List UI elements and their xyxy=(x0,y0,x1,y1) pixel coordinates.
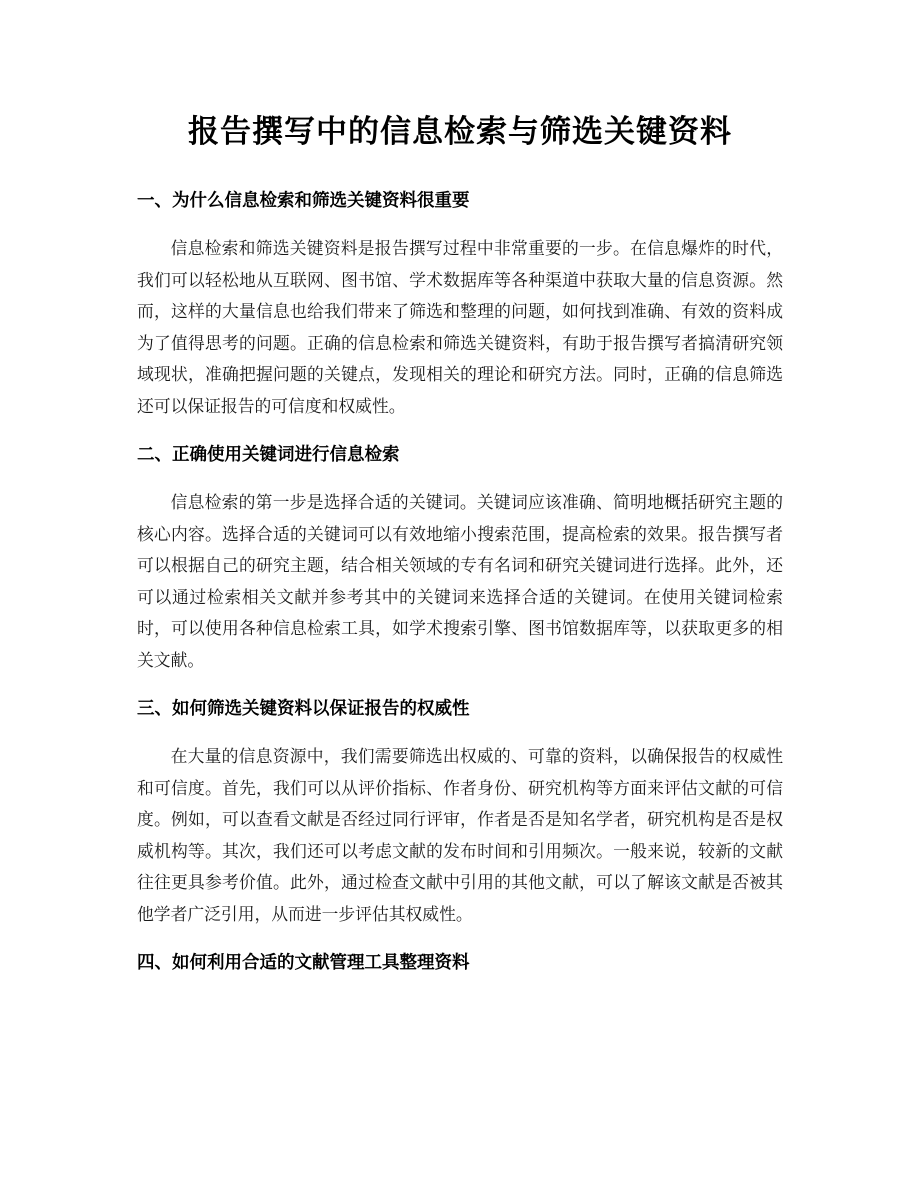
section-paragraph-1: 信息检索和筛选关键资料是报告撰写过程中非常重要的一步。在信息爆炸的时代，我们可以轻松地从互联网、图书馆、学术数据库等各种渠道中获取大量的信息资源。然而，这样的大量信息也给我们带来了筛选和整理的问题，如何找到准确、有效的资料成为了值得思考的问题。正确的信息检索和筛选关键资料，有助于报告撰写者搞清研究领域现状，准确把握问题的关键点，发现相关的理论和研究方法。同时，正确的信息筛选还可以保证报告的可信度和权威性。 xyxy=(137,238,783,416)
section-heading-2: 二、正确使用关键词进行信息检索 xyxy=(137,445,400,465)
section-heading-4: 四、如何利用合适的文献管理工具整理资料 xyxy=(137,953,470,973)
section-paragraph-3: 在大量的信息资源中，我们需要筛选出权威的、可靠的资料，以确保报告的权威性和可信度。首先，我们可以从评价指标、作者身份、研究机构等方面来评估文献的可信度。例如，可以查看文献是否经过同行评审，作者是否是知名学者，研究机构是否是权威机构等。其次，我们还可以考虑文献的发布时间和引用频次。一般来说，较新的文献往往更具参考价值。此外，通过检查文献中引用的其他文献，可以了解该文献是否被其他学者广泛引用，从而进一步评估其权威性。 xyxy=(137,746,783,924)
document-title: 报告撰写中的信息检索与筛选关键资料 xyxy=(188,114,732,150)
section-heading-1: 一、为什么信息检索和筛选关键资料很重要 xyxy=(137,191,470,211)
section-paragraph-2: 信息检索的第一步是选择合适的关键词。关键词应该准确、简明地概括研究主题的核心内容。选择合适的关键词可以有效地缩小搜索范围，提高检索的效果。报告撰写者可以根据自己的研究主题，结合相关领域的专有名词和研究关键词进行选择。此外，还可以通过检索相关文献并参考其中的关键词来选择合适的关键词。在使用关键词检索时，可以使用各种信息检索工具，如学术搜索引擎、图书馆数据库等，以获取更多的相关文献。 xyxy=(137,492,783,670)
section-heading-3: 三、如何筛选关键资料以保证报告的权威性 xyxy=(137,699,470,719)
